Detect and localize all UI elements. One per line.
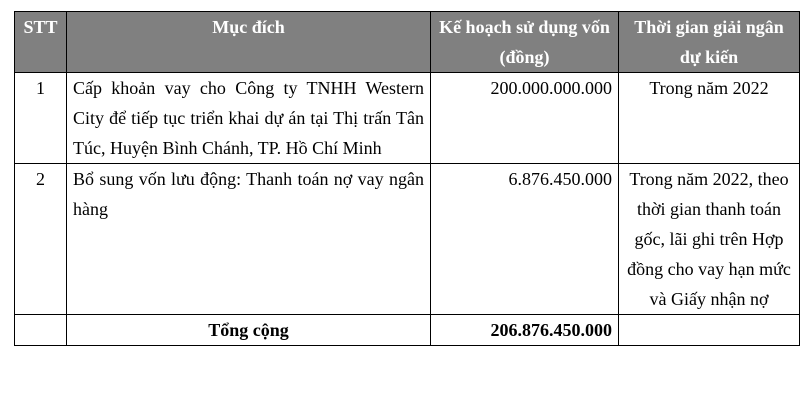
total-label: Tổng cộng <box>67 315 431 346</box>
table-row <box>15 73 800 164</box>
capital-usage-table <box>14 11 800 346</box>
header-time: Thời gian giải ngân dự kiến <box>619 12 800 73</box>
row-stt: 2 <box>15 164 67 315</box>
total-stt-empty <box>15 315 67 346</box>
row-stt: 1 <box>15 73 67 164</box>
row-purpose: Cấp khoản vay cho Công ty TNHH Western City để tiếp tục triển khai dự án tại Thị trấn Tân Túc, Huyện Bình Chánh, TP. Hồ Chí Minh <box>67 73 431 164</box>
header-stt: STT <box>15 12 67 73</box>
row-time: Trong năm 2022, theo thời gian thanh toán gốc, lãi ghi trên Hợp đồng cho vay hạn mức và Giấy nhận nợ <box>619 164 800 315</box>
row-amount: 6.876.450.000 <box>431 164 619 315</box>
row-time: Trong năm 2022 <box>619 73 800 164</box>
table-row <box>15 164 800 315</box>
header-plan: Kế hoạch sử dụng vốn (đồng) <box>431 12 619 73</box>
total-time-empty <box>619 315 800 346</box>
table-header <box>15 12 800 73</box>
table-body <box>15 73 800 346</box>
row-amount: 200.000.000.000 <box>431 73 619 164</box>
row-purpose: Bổ sung vốn lưu động: Thanh toán nợ vay ngân hàng <box>67 164 431 315</box>
total-amount: 206.876.450.000 <box>431 315 619 346</box>
header-row <box>15 12 800 73</box>
total-row <box>15 315 800 346</box>
header-purpose: Mục đích <box>67 12 431 73</box>
